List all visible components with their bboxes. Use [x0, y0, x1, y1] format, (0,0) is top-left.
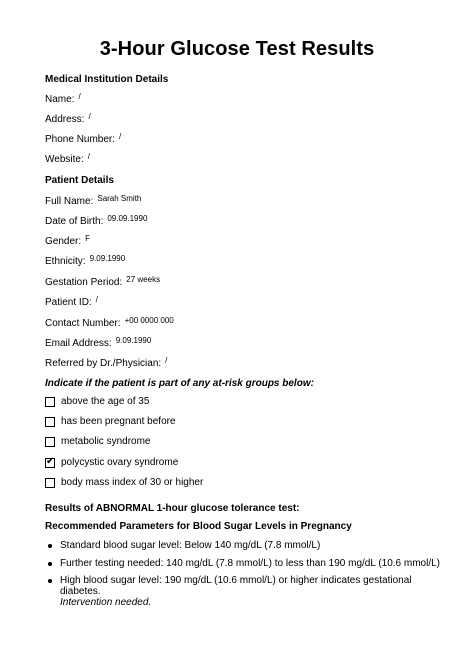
- bullet-dot-icon: [48, 544, 52, 548]
- patient-gender-field: [45, 236, 90, 247]
- field-value: +00 0000 000: [124, 316, 174, 325]
- field-label: Gender:: [45, 236, 82, 247]
- institution-website-field: [45, 154, 90, 165]
- risk-item-label: above the age of 35: [61, 396, 150, 407]
- checkbox[interactable]: [45, 437, 55, 447]
- institution-phone-field: [45, 134, 121, 145]
- risk-item-pcos[interactable]: [45, 457, 178, 468]
- bullet-dot-icon: [48, 579, 52, 583]
- field-value: /: [95, 295, 98, 304]
- institution-heading: Medical Institution Details: [45, 74, 169, 85]
- page-title: 3-Hour Glucose Test Results: [99, 38, 375, 60]
- checkbox[interactable]: [45, 397, 55, 407]
- field-value: /: [87, 152, 90, 161]
- bullet-text: Standard blood sugar level: Below 140 mg/dL (7.8 mmol/L): [60, 540, 321, 551]
- field-value: Sarah Smith: [97, 194, 142, 203]
- field-value: 09.09.1990: [107, 214, 148, 223]
- bullet-text-group: [60, 575, 445, 608]
- list-item: [45, 575, 445, 608]
- patient-heading: Patient Details: [45, 175, 114, 186]
- field-value: F: [85, 234, 91, 243]
- field-label: Contact Number:: [45, 318, 121, 329]
- institution-address-field: [45, 114, 91, 125]
- field-value: 9.09.1990: [89, 254, 126, 263]
- risk-item-label: has been pregnant before: [61, 416, 176, 427]
- field-value: /: [88, 112, 91, 121]
- field-value: /: [165, 356, 168, 365]
- risk-item-age[interactable]: [45, 396, 149, 407]
- field-label: Ethnicity:: [45, 256, 86, 267]
- field-value: 27 weeks: [126, 275, 161, 284]
- list-item: [45, 540, 445, 551]
- patient-contact-field: [45, 318, 174, 329]
- patient-id-field: [45, 297, 98, 308]
- field-value: 9.09.1990: [115, 336, 152, 345]
- institution-name-field: [45, 94, 81, 105]
- risk-item-label: body mass index of 30 or higher: [61, 477, 204, 488]
- checkbox[interactable]: [45, 478, 55, 488]
- field-label: Gestation Period:: [45, 277, 123, 288]
- field-value: /: [78, 92, 81, 101]
- field-label: Website:: [45, 154, 84, 165]
- risk-item-label: polycystic ovary syndrome: [61, 457, 179, 468]
- field-label: Phone Number:: [45, 134, 116, 145]
- field-label: Patient ID:: [45, 297, 92, 308]
- bullet-text: High blood sugar level: 190 mg/dL (10.6 mmol/L) or higher indicates gestational diabetes.: [60, 575, 412, 597]
- risk-item-metabolic[interactable]: [45, 436, 150, 447]
- results-heading: Results of ABNORMAL 1-hour glucose tolerance test:: [45, 503, 300, 514]
- checkbox[interactable]: [45, 417, 55, 427]
- field-label: Email Address:: [45, 338, 112, 349]
- field-label: Address:: [45, 114, 85, 125]
- patient-email-field: [45, 338, 151, 349]
- list-item: [45, 558, 445, 569]
- risk-item-bmi[interactable]: [45, 477, 203, 488]
- bullet-text: Further testing needed: 140 mg/dL (7.8 mmol/L) to less than 190 mg/dL (10.6 mmol/L): [60, 558, 441, 569]
- risk-item-label: metabolic syndrome: [61, 436, 151, 447]
- patient-fullname-field: [45, 196, 141, 207]
- bullet-dot-icon: [48, 562, 52, 566]
- field-value: /: [119, 132, 122, 141]
- risk-item-pregnant[interactable]: [45, 416, 176, 427]
- patient-ethnicity-field: [45, 256, 125, 267]
- bullet-note: Intervention needed.: [60, 597, 152, 608]
- risk-heading: Indicate if the patient is part of any at-risk groups below:: [45, 378, 314, 389]
- field-label: Date of Birth:: [45, 216, 104, 227]
- params-heading: Recommended Parameters for Blood Sugar Levels in Pregnancy: [45, 521, 352, 532]
- patient-referred-field: [45, 358, 167, 369]
- field-label: Referred by Dr./Physician:: [45, 358, 162, 369]
- patient-gestation-field: [45, 277, 160, 288]
- checkbox-checked[interactable]: [45, 458, 55, 468]
- patient-dob-field: [45, 216, 147, 227]
- field-label: Full Name:: [45, 196, 94, 207]
- field-label: Name:: [45, 94, 75, 105]
